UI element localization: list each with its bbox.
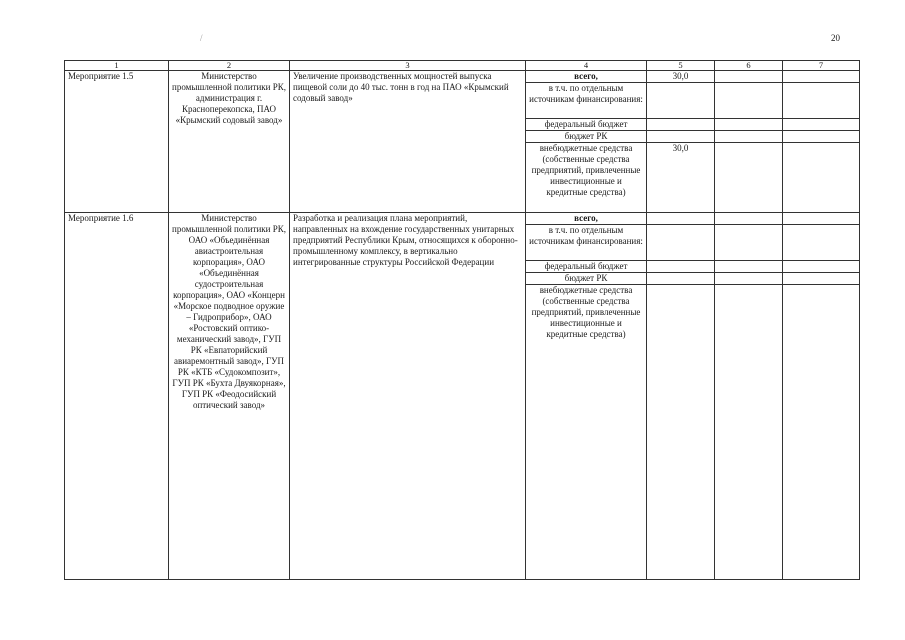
- top-mark: /: [200, 33, 203, 43]
- empty-cell: [783, 143, 860, 213]
- header-cell: 7: [783, 61, 860, 71]
- funding-label: внебюджетные средства (собственные средства предприятий, привлеченные инвестиционные и кредитные средства): [526, 285, 647, 580]
- table-row: [65, 71, 860, 83]
- funding-label: федеральный бюджет: [526, 261, 647, 273]
- event-description: Увеличение производственных мощностей выпуска пищевой соли до 40 тыс. тонн в год на ПАО «Крымский содовый завод»: [290, 71, 526, 213]
- funding-label: в т.ч. по отдельным источникам финансирования:: [526, 225, 647, 261]
- event-executor: Министерство промышленной политики РК, администрация г. Красноперекопска, ПАО «Крымский содовый завод»: [169, 71, 290, 213]
- empty-cell: [715, 285, 783, 580]
- program-table: [64, 60, 860, 580]
- empty-cell: [715, 261, 783, 273]
- empty-cell: [715, 131, 783, 143]
- empty-cell: [783, 131, 860, 143]
- header-cell: 4: [526, 61, 647, 71]
- header-cell: 1: [65, 61, 169, 71]
- funding-label: всего,: [526, 71, 647, 83]
- event-description: Разработка и реализация плана мероприятий, направленных на вхождение государственных унитарных предприятий Республики Крым, относящихся к оборонно-промышленному комплексу, в вертикально интегрированные структуры Российской Федерации: [290, 213, 526, 580]
- empty-cell: [783, 119, 860, 131]
- empty-cell: [715, 71, 783, 83]
- empty-cell: [783, 225, 860, 261]
- funding-value: [647, 131, 715, 143]
- funding-value: 30,0: [647, 71, 715, 83]
- funding-value: [647, 83, 715, 119]
- empty-cell: [783, 213, 860, 225]
- empty-cell: [715, 213, 783, 225]
- empty-cell: [715, 273, 783, 285]
- empty-cell: [715, 119, 783, 131]
- header-cell: 5: [647, 61, 715, 71]
- event-id: Мероприятие 1.6: [65, 213, 169, 580]
- funding-value: [647, 225, 715, 261]
- funding-value: 30,0: [647, 143, 715, 213]
- funding-value: [647, 273, 715, 285]
- empty-cell: [783, 83, 860, 119]
- empty-cell: [715, 225, 783, 261]
- funding-label: в т.ч. по отдельным источникам финансирования:: [526, 83, 647, 119]
- page-number: 20: [831, 33, 840, 43]
- empty-cell: [715, 83, 783, 119]
- funding-label: внебюджетные средства (собственные средства предприятий, привлеченные инвестиционные и кредитные средства): [526, 143, 647, 213]
- table-row: [65, 213, 860, 225]
- funding-label: федеральный бюджет: [526, 119, 647, 131]
- funding-value: [647, 261, 715, 273]
- header-cell: 6: [715, 61, 783, 71]
- funding-value: [647, 119, 715, 131]
- funding-label: всего,: [526, 213, 647, 225]
- empty-cell: [783, 285, 860, 580]
- empty-cell: [783, 273, 860, 285]
- funding-label: бюджет РК: [526, 131, 647, 143]
- empty-cell: [783, 261, 860, 273]
- event-id: Мероприятие 1.5: [65, 71, 169, 213]
- empty-cell: [715, 143, 783, 213]
- empty-cell: [783, 71, 860, 83]
- event-executor: Министерство промышленной политики РК, ОАО «Объединённая авиастроительная корпорация», ОАО «Объединённая судостроительная корпорация», ОАО «Концерн «Морское подводное оружие – Гидроприбор», ОАО «Ростовский оптико-механический завод», ГУП РК «Евпаторийский авиаремонтный завод», ГУП РК «КТБ «Судокомпозит», ГУП РК «Бухта Двуякорная», ГУП РК «Феодосийский оптический завод»: [169, 213, 290, 580]
- header-row: [65, 61, 860, 71]
- funding-value: [647, 213, 715, 225]
- funding-value: [647, 285, 715, 580]
- header-cell: 2: [169, 61, 290, 71]
- header-cell: 3: [290, 61, 526, 71]
- funding-label: бюджет РК: [526, 273, 647, 285]
